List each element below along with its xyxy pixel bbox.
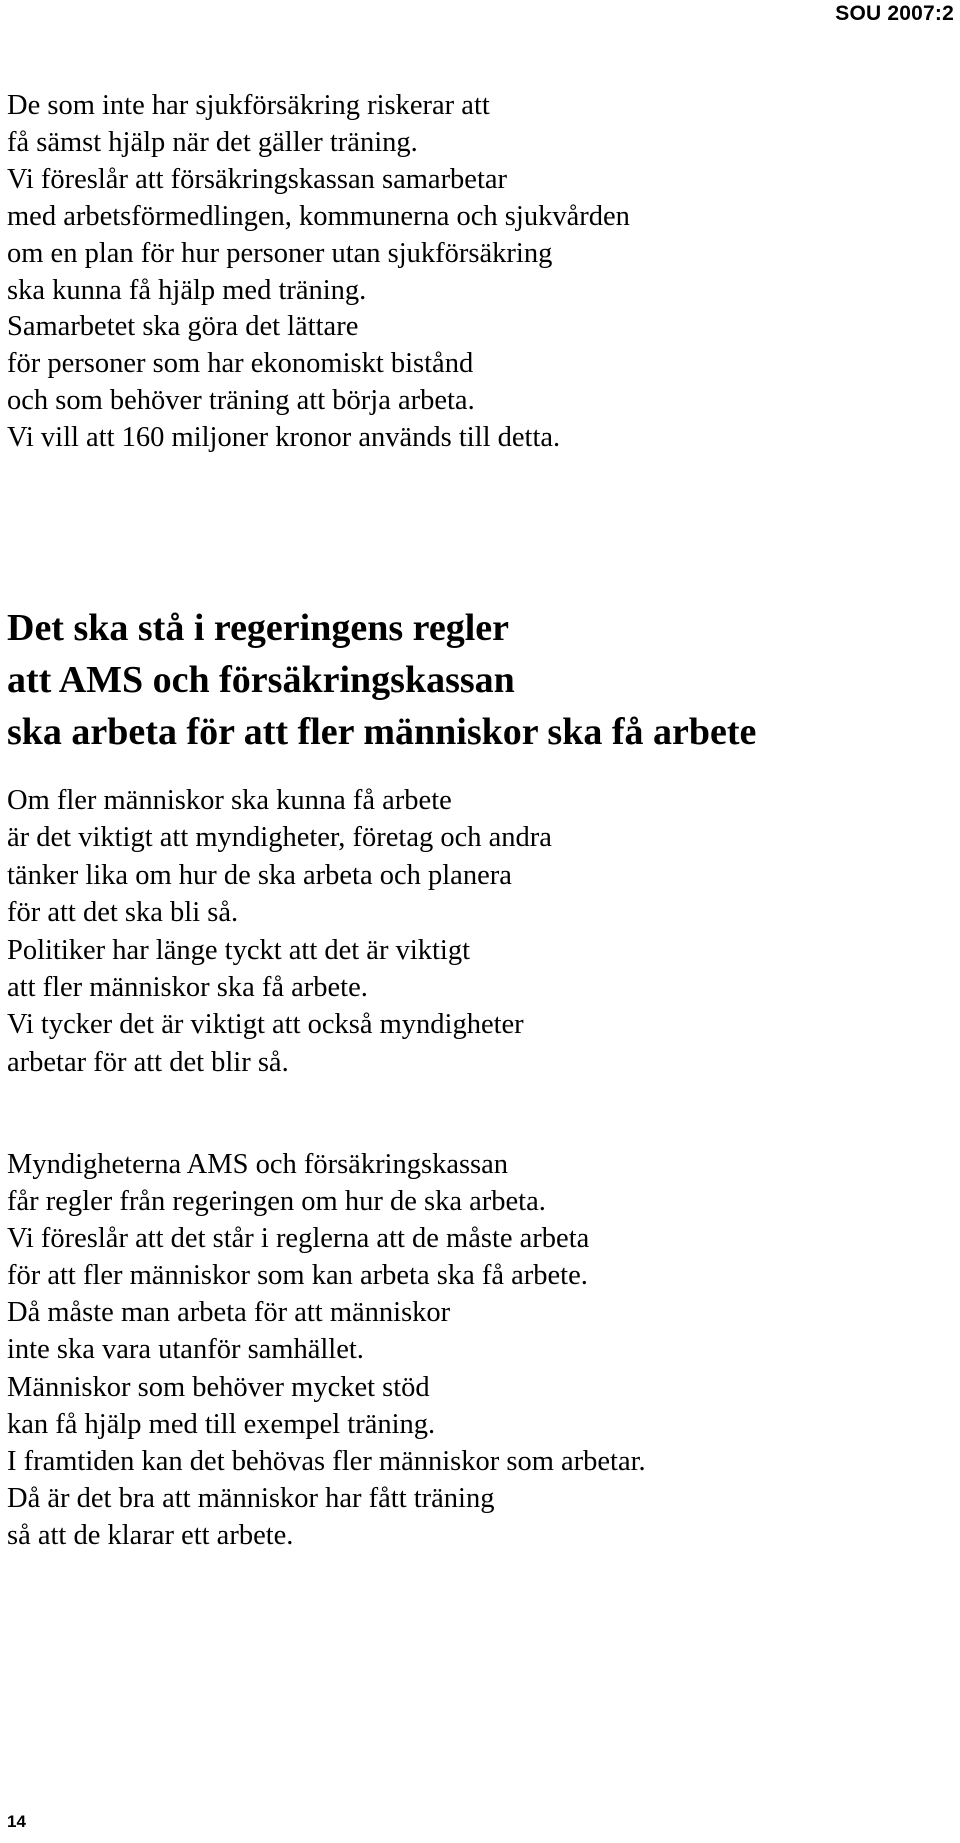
text-line: inte ska vara utanför samhället. [7,1334,364,1366]
text-line: Då är det bra att människor har fått träning [7,1482,495,1514]
text-line: Politiker har länge tyckt att det är viktigt [7,934,470,966]
heading-line: ska arbeta för att fler människor ska få arbete [7,711,757,753]
text-line: ska kunna få hjälp med träning. [7,274,367,306]
document-reference: SOU 2007:2 [835,2,954,25]
text-line: så att de klarar ett arbete. [7,1519,294,1551]
text-line: Myndigheterna AMS och försäkringskassan [7,1149,509,1180]
text-line: Vi föreslår att det står i reglerna att de måste arbeta [7,1223,590,1255]
text-line: Människor som behöver mycket stöd [7,1371,430,1403]
text-line: I framtiden kan det behövas fler människor som arbetar. [7,1445,646,1477]
text-line: om en plan för hur personer utan sjukförsäkring [7,237,553,269]
text-line: att fler människor ska få arbete. [7,972,368,1004]
text-line: kan få hjälp med till exempel träning. [7,1408,436,1440]
text-line: Vi föreslår att försäkringskassan samarbetar [7,163,508,195]
text-line: och som behöver träning att börja arbeta. [7,385,475,417]
text-line: arbetar för att det blir så. [7,1046,289,1078]
heading-line: Det ska stå i regeringens regler [7,607,509,649]
section-heading [7,602,756,758]
text-line: är det viktigt att myndigheter, företag och andra [7,822,552,854]
body-paragraph-2 [7,1146,646,1554]
text-line: Vi tycker det är viktigt att också myndigheter [7,1009,524,1041]
body-paragraph-1 [7,782,552,1081]
text-line: Vi vill att 160 miljoner kronor används till detta. [7,422,561,454]
heading-line: att AMS och försäkringskassan [7,659,515,701]
text-line: tänker lika om hur de ska arbeta och planera [7,859,512,891]
page-number: 14 [7,1812,26,1831]
text-line: för att det ska bli så. [7,897,239,929]
intro-paragraph [7,88,630,457]
text-line: med arbetsförmedlingen, kommunerna och sjukvården [7,200,630,232]
text-line: för personer som har ekonomiskt bistånd [7,348,474,380]
text-line: få sämst hjälp när det gäller träning. [7,126,418,158]
text-line: Samarbetet ska göra det lättare [7,311,359,343]
text-line: De som inte har sjukförsäkring riskerar att [7,90,490,121]
text-line: får regler från regeringen om hur de ska arbeta. [7,1186,546,1218]
text-line: Då måste man arbeta för att människor [7,1297,451,1329]
text-line: för att fler människor som kan arbeta ska få arbete. [7,1260,588,1292]
text-line: Om fler människor ska kunna få arbete [7,785,452,816]
